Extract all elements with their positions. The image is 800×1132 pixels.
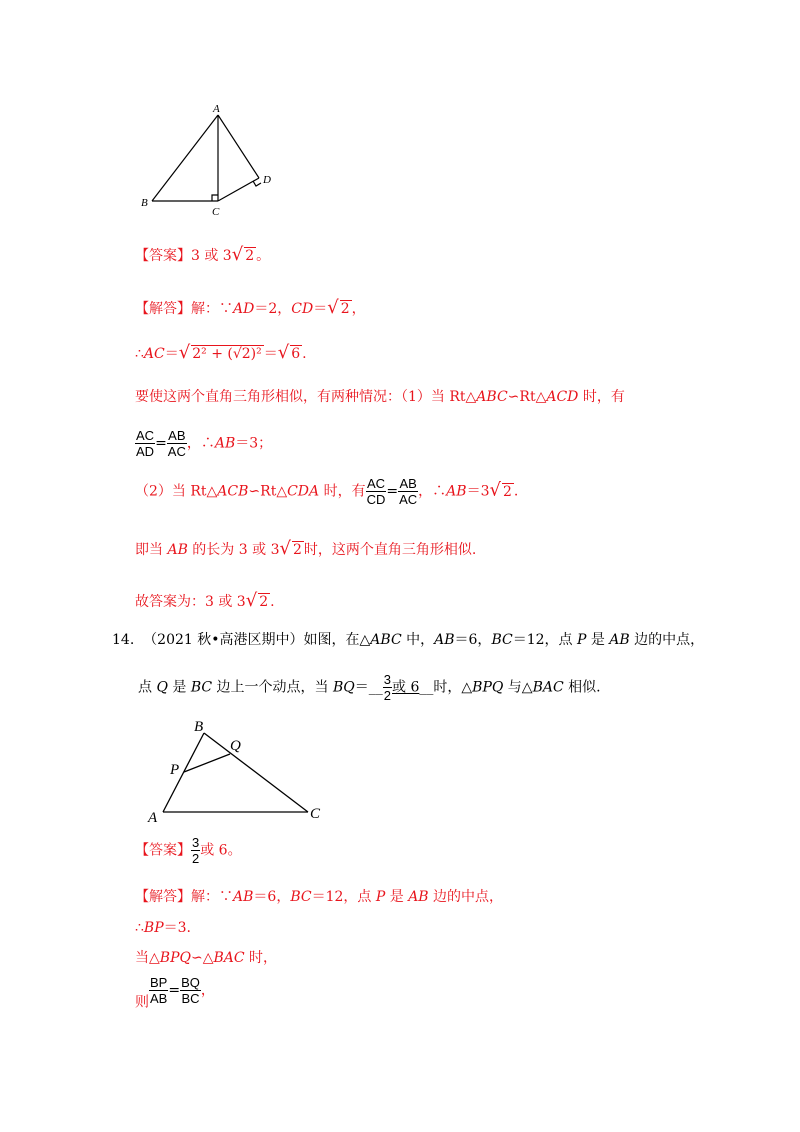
numerator: BP [150, 975, 168, 990]
var: P [576, 632, 587, 648]
var: BP [143, 920, 164, 936]
solution-1-line-3 [135, 386, 625, 406]
text: ＝3 [466, 483, 490, 500]
var: ABC [370, 632, 402, 648]
var: BC [190, 679, 213, 696]
var: AB [446, 483, 467, 500]
denominator: AB [150, 991, 168, 1006]
text: __时，△ [419, 679, 473, 696]
denominator: AC [399, 492, 418, 507]
text: . [270, 594, 275, 610]
text: ＝6， [253, 889, 291, 905]
label-b: B [194, 719, 204, 735]
text: ＝__ [354, 679, 383, 696]
answer-tag: 【答案】 [135, 248, 191, 264]
text: 要使这两个直角三角形相似，有两种情况：（1）当 Rt△ [135, 389, 477, 405]
label-b: B [141, 197, 148, 209]
denominator: 2 [192, 851, 200, 866]
figure-triangle-abcd [135, 100, 295, 220]
answer-fraction [383, 672, 392, 703]
fraction [180, 975, 201, 1006]
label-a: A [213, 103, 220, 115]
text: 是 [167, 679, 191, 696]
radicand: 2 [502, 483, 512, 500]
right-angle-c [212, 195, 218, 201]
var: AB [408, 889, 429, 905]
text: 即当 [135, 542, 168, 558]
radicand: 2 [245, 248, 255, 264]
segment-bc [204, 733, 308, 812]
radicand: 2 [340, 301, 350, 317]
text: ， [351, 301, 366, 317]
text: ＝3； [235, 435, 273, 452]
text: 解：∵ [191, 889, 233, 905]
text: . [513, 483, 519, 500]
answer-1: 【答案】3 或 3√ 2 。 [135, 244, 271, 265]
numerator: 3 [192, 835, 200, 850]
var: BPQ [159, 950, 191, 966]
label-d: D [263, 174, 271, 186]
var: AD [233, 301, 255, 317]
answer-text: 或 6。 [200, 842, 242, 859]
var: AB [233, 889, 254, 905]
var: BQ [333, 679, 355, 696]
segment-pq [184, 754, 230, 772]
answer-14 [135, 835, 242, 866]
var: BPQ [472, 679, 504, 696]
text: ＝ [164, 346, 179, 362]
var: AB [434, 632, 455, 648]
label-a: A [148, 810, 158, 826]
denominator: CD [366, 492, 386, 507]
numerator: AC [136, 428, 155, 443]
var: BAC [213, 950, 245, 966]
equals: = [386, 483, 399, 500]
fraction [366, 476, 387, 507]
text: ∴ [135, 346, 144, 362]
text: （2021 秋•高港区期中）如图，在△ [143, 632, 371, 648]
text: 边的中点， [428, 889, 504, 905]
denominator: 2 [383, 688, 392, 703]
var: P [375, 889, 386, 905]
numerator: AC [366, 476, 386, 491]
denominator: AD [136, 444, 155, 459]
text: ， [200, 982, 215, 999]
var: AB [167, 542, 188, 558]
numerator: AB [399, 476, 417, 491]
radicand: 2 [259, 594, 269, 610]
fraction [149, 975, 168, 1006]
text: 是 [385, 889, 409, 905]
var: ACB [217, 483, 249, 500]
text: ∽△ [190, 950, 214, 966]
numerator: 3 [383, 672, 392, 687]
label-c: C [212, 206, 220, 218]
var: AB [609, 632, 630, 648]
figure-triangle-abc-pq [140, 712, 340, 832]
var: CD [291, 301, 314, 317]
fraction [398, 476, 418, 507]
answer-text: 3 或 3 [191, 248, 232, 264]
var: BAC [532, 679, 564, 696]
solution-14-line-4 [135, 975, 215, 1012]
var: BC [290, 889, 312, 905]
text: 点 [138, 679, 157, 696]
text: ，∴ [186, 435, 215, 452]
text: ＝ [313, 301, 328, 317]
fraction [167, 428, 187, 459]
solution-1-line-4 [135, 428, 272, 459]
text: ＝6， [454, 632, 492, 648]
segment-ab [152, 115, 218, 201]
var: Q [156, 679, 168, 696]
text: 则 [135, 994, 149, 1011]
text: 解：∵ [191, 301, 233, 317]
text: （2）当 Rt△ [135, 483, 218, 500]
text: ＝2， [254, 301, 292, 317]
var: BC [491, 632, 513, 648]
solution-14-line-1 [135, 886, 503, 906]
var: ACD [546, 389, 579, 405]
solution-14-line-3 [135, 947, 277, 967]
text: 边上一个动点，当 [212, 679, 334, 696]
text: 时，这两个直角三角形相似. [303, 542, 477, 558]
text: 边的中点， [629, 632, 705, 648]
text: 中， [401, 632, 435, 648]
solution-14-line-2 [135, 917, 191, 937]
text: ∴ [135, 920, 144, 936]
equals: = [168, 982, 181, 999]
radicand: 2² + (√2)² [192, 346, 262, 362]
label-c: C [310, 806, 321, 822]
text: 是 [586, 632, 610, 648]
numerator: AB [168, 428, 186, 443]
equals: = [155, 435, 167, 452]
answer-tag: 【答案】 [135, 842, 191, 859]
numerator: BQ [181, 975, 200, 990]
text: 与△ [503, 679, 533, 696]
radicand: 2 [292, 542, 302, 558]
right-angle-d [253, 181, 261, 186]
denominator: BC [181, 991, 200, 1006]
solution-1-line-2: ∴AC＝√ 2² + (√2)² ＝√ 6 . [135, 342, 307, 363]
text: ＝12，点 [311, 889, 376, 905]
text: ＝3. [163, 920, 191, 936]
question-14-line-2 [138, 672, 601, 703]
label-p: P [170, 762, 180, 778]
fraction [135, 428, 155, 459]
solution-1-line-5: （2）当 Rt△ACB∽Rt△CDA 时，有 $\frac{AC}{CD}$ = $\frac{AB}{AC}$ ，∴AB＝3√ 2 . [135, 476, 519, 507]
segment-ad [218, 115, 259, 178]
solution-tag: 【解答】 [135, 301, 191, 317]
text: 时，有 [578, 389, 625, 405]
text: ∽Rt△ [507, 389, 547, 405]
text: ＝ [263, 346, 278, 362]
var: ABC [476, 389, 508, 405]
var: CDA [287, 483, 320, 500]
text: 的长为 3 或 3 [187, 542, 280, 558]
text: . [302, 346, 307, 362]
radicand: 6 [291, 346, 301, 362]
text: 相似. [563, 679, 601, 696]
var: AC [143, 346, 165, 362]
text: 时， [244, 950, 278, 966]
solution-tag: 【解答】 [135, 889, 191, 905]
solution-1-line-1: 【解答】解：∵AD＝2，CD＝√ 2 ， [135, 297, 366, 318]
label-q: Q [230, 738, 241, 754]
solution-1-line-7: 故答案为：3 或 3√ 2 . [135, 590, 275, 611]
question-14-line-1 [112, 629, 704, 649]
var: AB [214, 435, 236, 452]
text: ，∴ [418, 483, 447, 500]
answer-tail: 。 [256, 248, 271, 264]
text: ∽Rt△ [248, 483, 288, 500]
question-number: 14. [112, 632, 135, 648]
denominator: AC [167, 444, 186, 459]
solution-1-line-6: 即当 AB 的长为 3 或 3√ 2 时，这两个直角三角形相似. [135, 538, 477, 559]
text: 故答案为：3 或 3 [135, 594, 246, 610]
answer-text: 或 6 [392, 679, 420, 696]
answer-fraction [191, 835, 200, 866]
text: 当△ [135, 950, 160, 966]
text: 时，有 [319, 483, 366, 500]
text: ＝12，点 [512, 632, 577, 648]
